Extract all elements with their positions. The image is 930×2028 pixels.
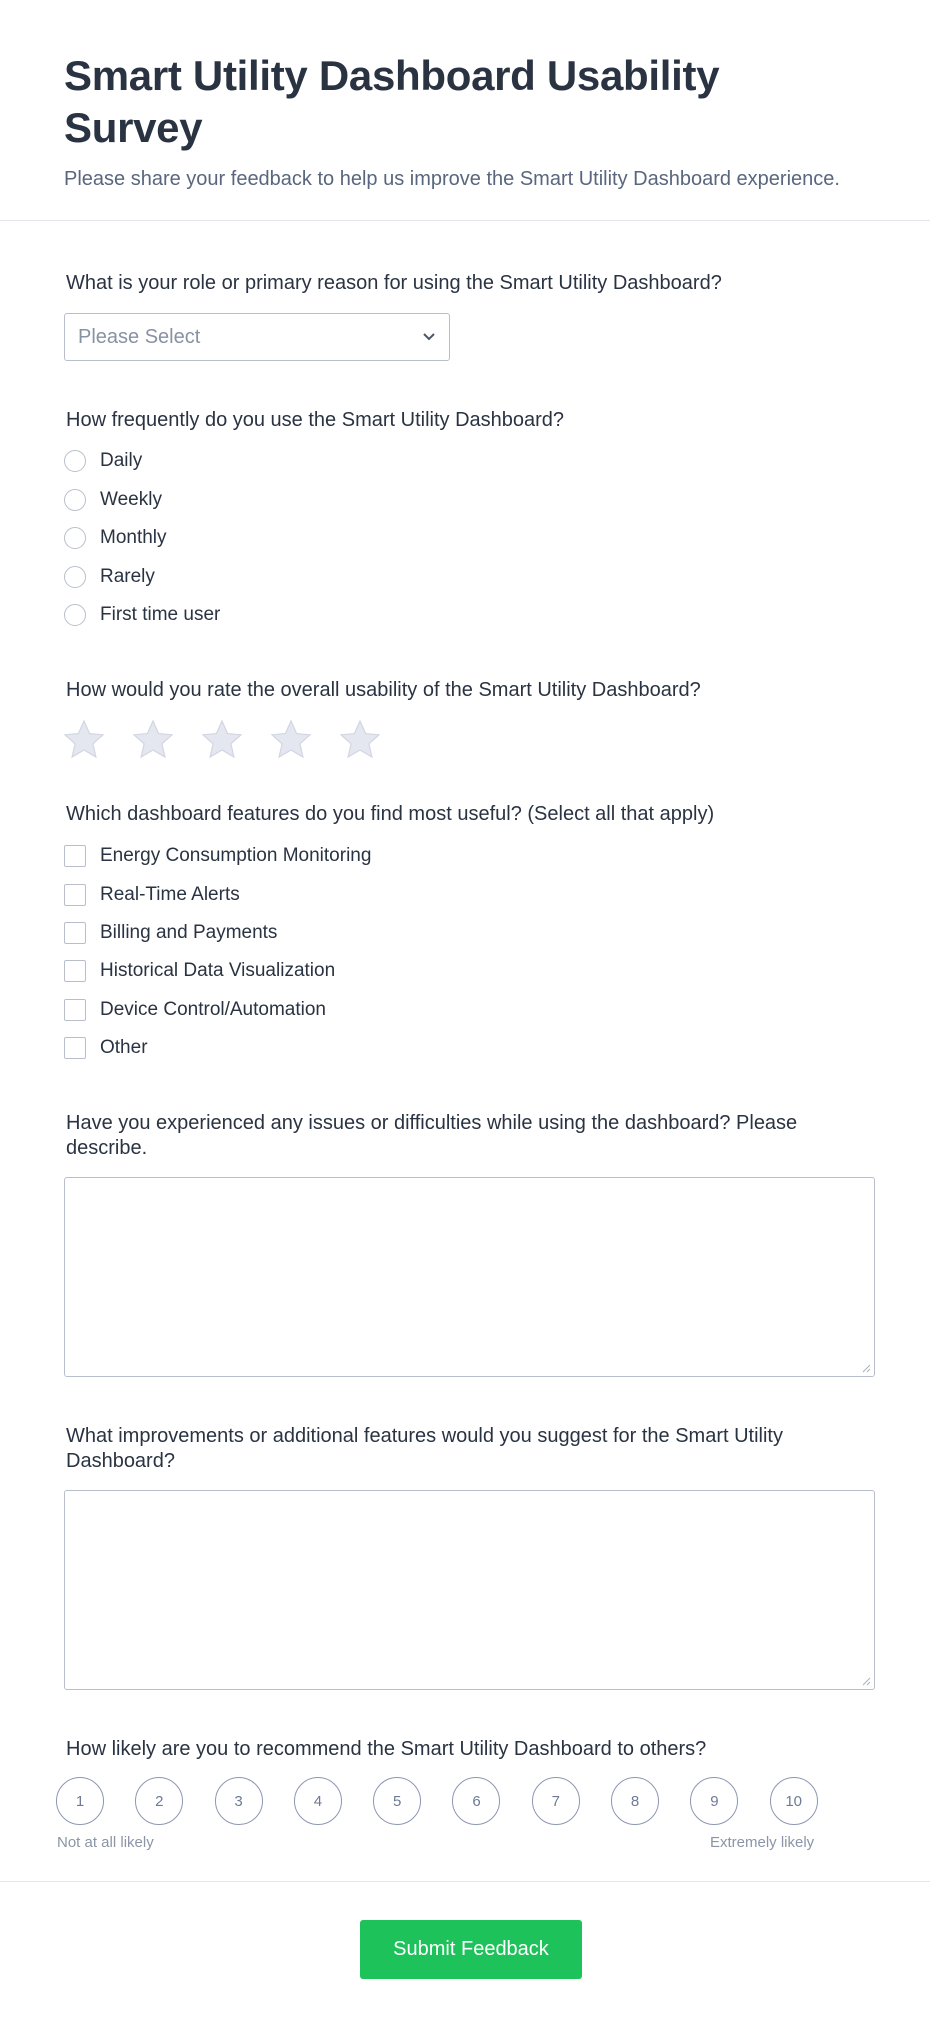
frequency-option-label: First time user (100, 604, 221, 625)
feature-option[interactable] (64, 922, 277, 944)
feature-option-label: Real-Time Alerts (100, 884, 240, 905)
feature-option[interactable] (64, 884, 240, 906)
frequency-option[interactable] (64, 566, 155, 588)
nps-option-4[interactable]: 4 (294, 1777, 342, 1825)
resize-handle-icon[interactable] (861, 1363, 871, 1373)
resize-handle-icon[interactable] (861, 1676, 871, 1686)
question-features-label: Which dashboard features do you find most useful? (Select all that apply) (66, 803, 715, 825)
survey-header (0, 0, 930, 221)
nps-option-5[interactable]: 5 (373, 1777, 421, 1825)
page-subtitle: Please share your feedback to help us improve the Smart Utility Dashboard experience. (64, 168, 840, 190)
checkbox[interactable] (64, 884, 86, 906)
checkbox[interactable] (64, 999, 86, 1021)
checkbox[interactable] (64, 960, 86, 982)
checkbox[interactable] (64, 1037, 86, 1059)
frequency-option[interactable] (64, 604, 220, 626)
frequency-option-label: Weekly (100, 489, 162, 510)
question-issues-label: Have you experienced any issues or difficulties while using the dashboard? Please describe. (66, 1112, 798, 1159)
nps-option-8[interactable]: 8 (611, 1777, 659, 1825)
question-usability-label: How would you rate the overall usability of the Smart Utility Dashboard? (66, 679, 701, 701)
frequency-option[interactable] (64, 450, 142, 472)
nps-option-2[interactable]: 2 (135, 1777, 183, 1825)
feature-option-label: Billing and Payments (100, 922, 278, 943)
radio-button[interactable] (64, 489, 86, 511)
question-improvements-label: What improvements or additional features would you suggest for the Smart Utility Dashboard? (66, 1425, 783, 1472)
question-role-label: What is your role or primary reason for using the Smart Utility Dashboard? (66, 272, 722, 294)
question-frequency-label: How frequently do you use the Smart Utility Dashboard? (66, 409, 565, 431)
nps-option-7[interactable]: 7 (532, 1777, 580, 1825)
nps-low-label: Not at all likely (57, 1834, 154, 1851)
submit-button[interactable]: Submit Feedback (360, 1920, 582, 1979)
star-rating[interactable] (62, 718, 407, 762)
checkbox[interactable] (64, 922, 86, 944)
star-icon[interactable] (62, 718, 106, 762)
star-icon[interactable] (338, 718, 382, 762)
frequency-option-label: Monthly (100, 527, 167, 548)
radio-button[interactable] (64, 450, 86, 472)
checkbox[interactable] (64, 845, 86, 867)
feature-option-label: Other (100, 1037, 148, 1058)
chevron-down-icon (421, 328, 437, 344)
feature-option-label: Device Control/Automation (100, 999, 326, 1020)
frequency-option-label: Daily (100, 450, 143, 471)
radio-button[interactable] (64, 604, 86, 626)
feature-option-label: Historical Data Visualization (100, 960, 336, 981)
star-icon[interactable] (200, 718, 244, 762)
frequency-option[interactable] (64, 527, 167, 549)
role-select[interactable] (64, 313, 450, 361)
issues-textarea[interactable] (64, 1177, 875, 1377)
frequency-option[interactable] (64, 489, 162, 511)
nps-option-1[interactable]: 1 (56, 1777, 104, 1825)
frequency-option-label: Rarely (100, 566, 155, 587)
page-title: Smart Utility Dashboard Usability Survey (64, 52, 720, 151)
radio-button[interactable] (64, 527, 86, 549)
role-select-value: Please Select (78, 325, 201, 348)
footer-divider (0, 1881, 930, 1882)
nps-high-label: Extremely likely (710, 1834, 815, 1851)
feature-option[interactable] (64, 845, 371, 867)
star-icon[interactable] (269, 718, 313, 762)
nps-option-9[interactable]: 9 (690, 1777, 738, 1825)
nps-option-6[interactable]: 6 (452, 1777, 500, 1825)
feature-option[interactable] (64, 960, 335, 982)
radio-button[interactable] (64, 566, 86, 588)
feature-option[interactable] (64, 1037, 148, 1059)
feature-option[interactable] (64, 999, 326, 1021)
question-recommend-label: How likely are you to recommend the Smart Utility Dashboard to others? (66, 1738, 707, 1760)
nps-option-3[interactable]: 3 (215, 1777, 263, 1825)
nps-option-10[interactable]: 10 (770, 1777, 818, 1825)
feature-option-label: Energy Consumption Monitoring (100, 845, 372, 866)
nps-scale (56, 1777, 849, 1825)
improvements-textarea[interactable] (64, 1490, 875, 1690)
star-icon[interactable] (131, 718, 175, 762)
